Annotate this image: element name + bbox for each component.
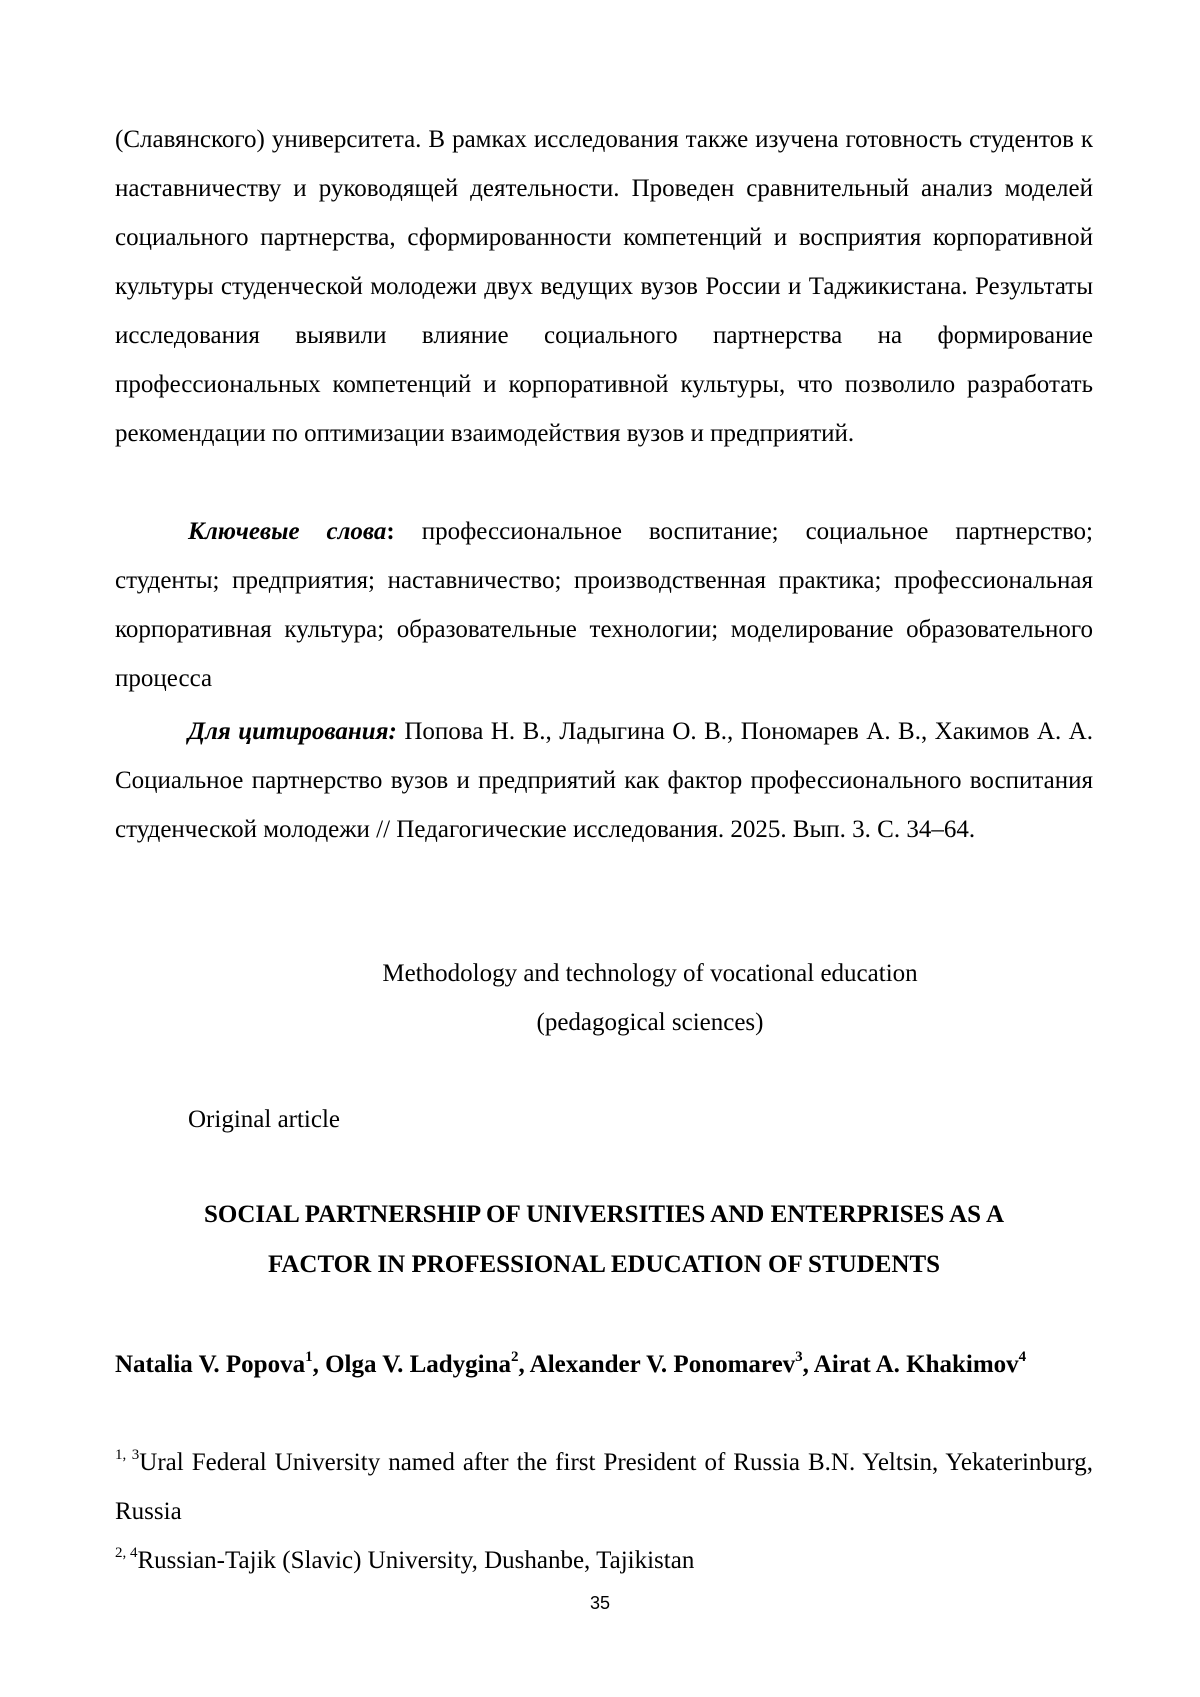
section-heading-line2: (pedagogical sciences) [536,1009,764,1036]
article-title-line1: SOCIAL PARTNERSHIP OF UNIVERSITIES AND ENTERPRISES AS A [203,1201,1005,1228]
article-title-line2: FACTOR IN PROFESSIONAL EDUCATION OF STUDENTS [267,1251,941,1278]
author-name: Airat A. Khakimov [813,1351,1019,1378]
author-separator: , [312,1351,326,1378]
author-name: Alexander V. Ponomarev [529,1351,796,1378]
author-list [115,1340,1093,1390]
affiliation-marker: 1, [115,1446,132,1463]
author-affiliation-marker: 4 [1018,1348,1027,1365]
affiliation-1 [115,1438,1093,1536]
keywords-paragraph [115,507,1093,703]
abstract-continuation: (Славянского) университета. В рамках исследования также изучена готовность студентов к наставничеству и руководящей деятельности. Проведен сравнительный анализ моделей социального партнерства, сформированности компетенций и восприятия корпоративной культуры студенческой молодежи двух ведущих вузов России и Таджикистана. Результаты исследования выявили влияние социального партнерства на формирование профессиональных компетенций и корпоративной культуры, что позволило разработать рекомендации по оптимизации взаимодействия вузов и предприятий. [115,126,1093,447]
article-type: Original article [188,1106,341,1133]
section-heading-line1: Methodology and technology of vocational education [382,960,918,987]
section-heading [161,949,1139,1047]
page-number: 35 [589,1593,611,1613]
author-name: Olga V. Ladygina [325,1351,512,1378]
author-name: Natalia V. Popova [115,1351,306,1378]
affiliation-marker: 3 [131,1446,140,1463]
affiliation-marker: 2, [115,1544,130,1561]
citation-label: Для цитирования: [188,718,397,745]
article-title [115,1190,1093,1290]
author-affiliation-marker: 3 [795,1348,803,1365]
affiliation-text: Russian-Tajik (Slavic) University, Dushanbe, Tajikistan [137,1547,695,1574]
author-affiliation-marker: 2 [511,1348,519,1365]
affiliation-marker: 4 [130,1544,138,1561]
keywords-text: профессиональное воспитание; социальное партнерство; студенты; предприятия; наставничество; производственная практика; профессиональная корпоративная культура; образовательные технологии; моделирование образовательного процесса [115,518,1093,692]
affiliation-2 [115,1536,1093,1585]
affiliation-text: Ural Federal University named after the first President of Russia B.N. Yeltsin, Yekaterinburg, Russia [115,1449,1094,1525]
keywords-label: Ключевые слова [188,518,387,545]
author-separator: , [518,1351,530,1378]
author-affiliation-marker: 1 [305,1348,313,1365]
keywords-colon: : [386,518,395,545]
citation-paragraph [115,707,1093,854]
author-separator: , [802,1351,814,1378]
citation-text: Попова Н. В., Ладыгина О. В., Пономарев А. В., Хакимов А. А. Социальное партнерство вузов и предприятий как фактор профессионального воспитания студенческой молодежи // Педагогические исследования. 2025. Вып. 3. С. 34–64. [115,718,1093,843]
